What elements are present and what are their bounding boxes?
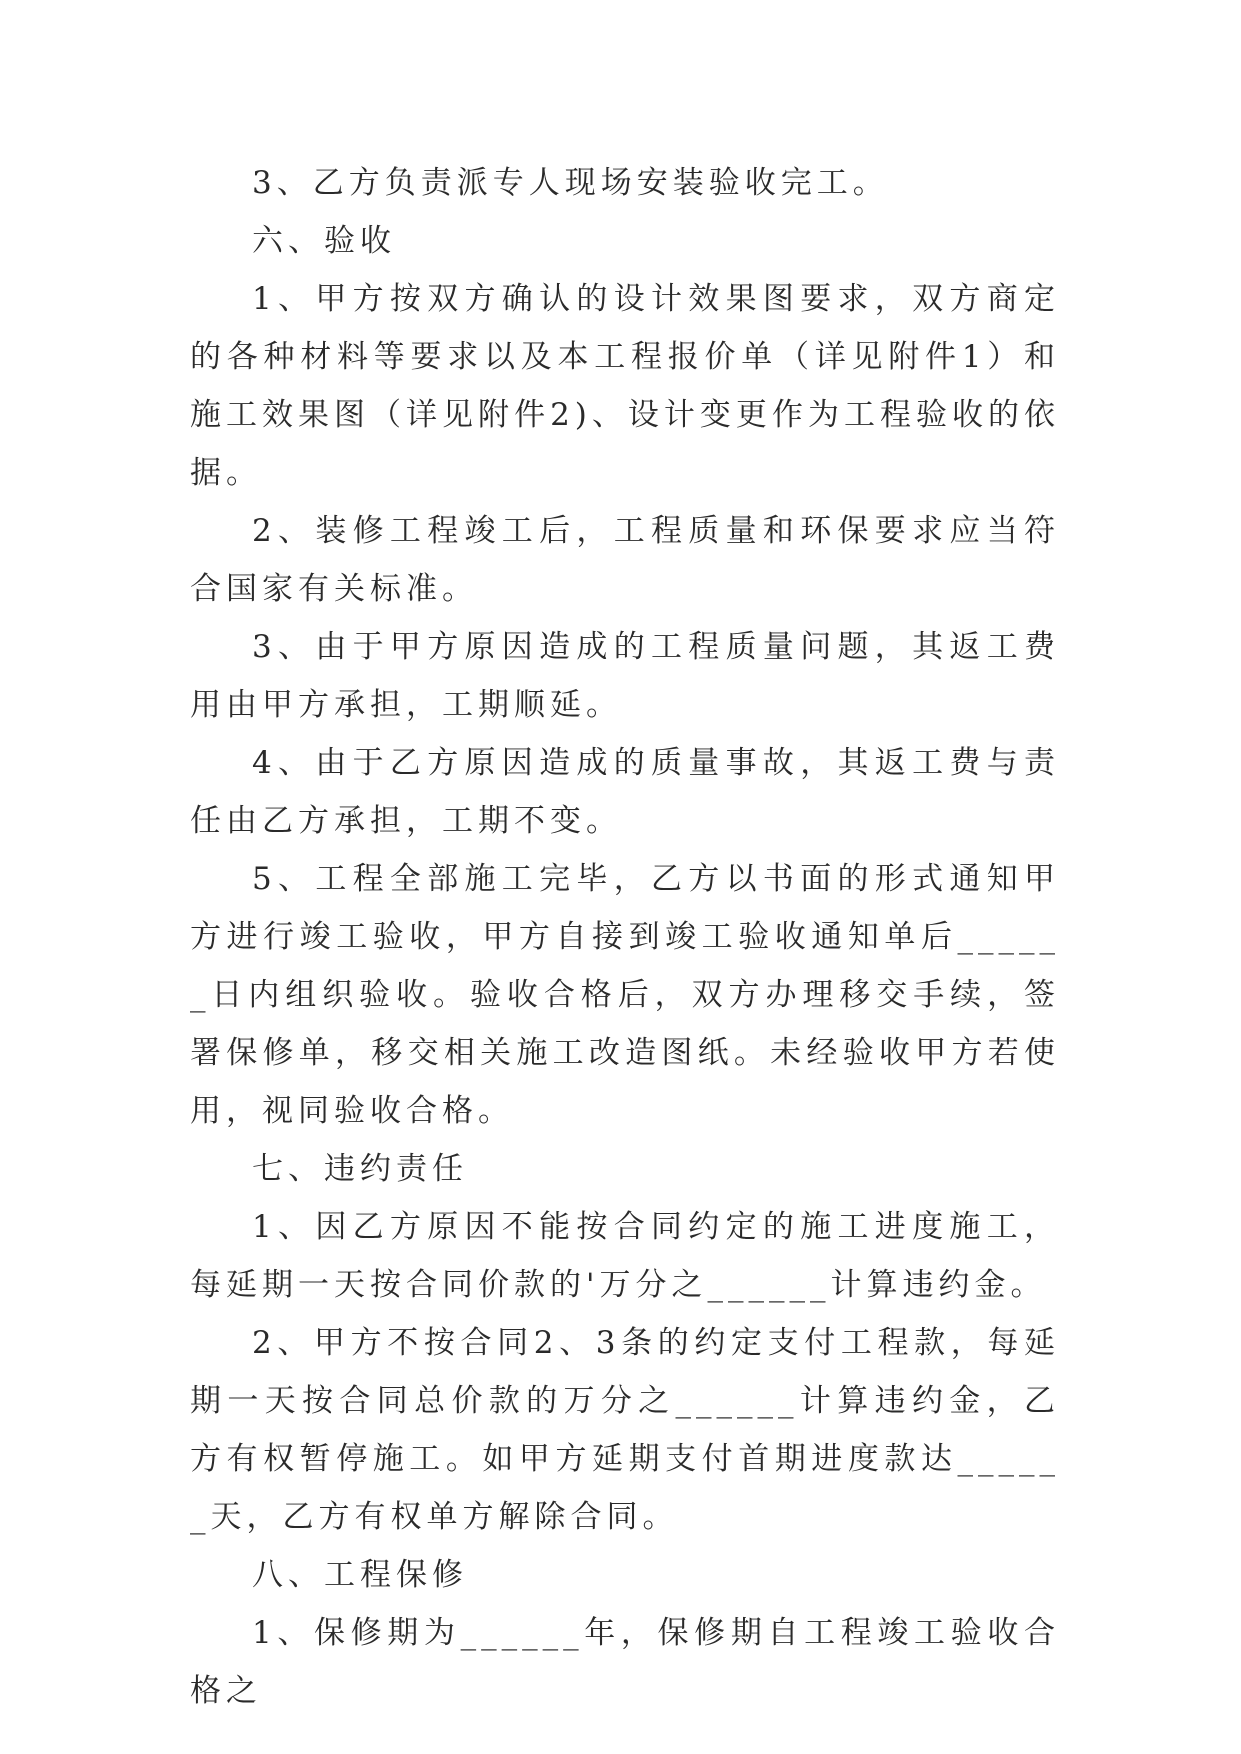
section-heading-liability: 七、违约责任 (252, 1151, 468, 1187)
clause-party-a-quality-issue: 3、由于甲方原因造成的工程质量问题，其返工费用由甲方承担，工期顺延。 (190, 629, 1060, 723)
section-heading-warranty: 八、工程保修 (252, 1557, 468, 1593)
clause-party-b-quality-issue: 4、由于乙方原因造成的质量事故，其返工费与责任由乙方承担，工期不变。 (190, 745, 1060, 839)
clause-quality-standard: 2、装修工程竣工后，工程质量和环保要求应当符合国家有关标准。 (190, 513, 1060, 607)
document-body (190, 154, 1060, 1720)
clause-party-b-delay-penalty: 1、因乙方原因不能按合同约定的施工进度施工，每延期一天按合同价款的'万分之______计算违约金。 (190, 1209, 1060, 1303)
clause-acceptance-basis: 1、甲方按双方确认的设计效果图要求，双方商定的各种材料等要求以及本工程报价单（详见附件1）和施工效果图（详见附件2)、设计变更作为工程验收的依据。 (190, 281, 1060, 491)
clause-install-acceptance: 3、乙方负责派专人现场安装验收完工。 (252, 165, 889, 201)
clause-warranty-period: 1、保修期为______年，保修期自工程竣工验收合格之 (190, 1615, 1060, 1709)
section-heading-acceptance: 六、验收 (252, 223, 396, 259)
clause-completion-acceptance: 5、工程全部施工完毕，乙方以书面的形式通知甲方进行竣工验收，甲方自接到竣工验收通知单后______日内组织验收。验收合格后，双方办理移交手续，签署保修单，移交相关施工改造图纸。未经验收甲方若使用，视同验收合格。 (190, 861, 1060, 1129)
clause-party-a-payment-penalty: 2、甲方不按合同2、3条的约定支付工程款，每延期一天按合同总价款的万分之______计算违约金，乙方有权暂停施工。如甲方延期支付首期进度款达______天，乙方有权单方解除合同。 (190, 1325, 1060, 1535)
